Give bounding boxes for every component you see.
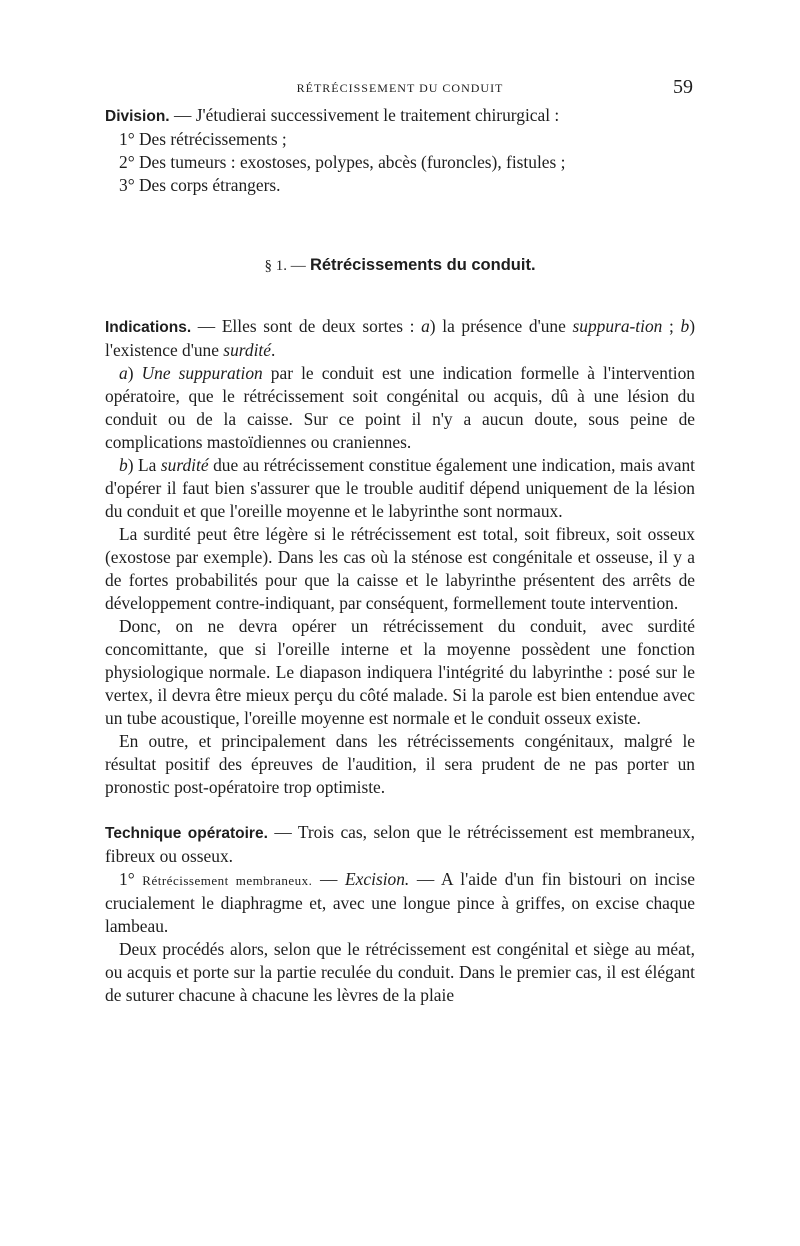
para-letter-a: a [119, 363, 128, 383]
technique-paragraph-2 [105, 868, 695, 938]
technique-paragraph-1 [105, 821, 695, 868]
technique-p2-text: — A l'aide d'un fin bistouri on incise crucialement le diaphragme et, avec une longue pince à griffes, on excise chaque lambeau. [105, 869, 695, 936]
para-letter-b: b [119, 455, 128, 475]
technique-p2-number: 1° [119, 869, 143, 889]
indications-paragraph-1 [105, 315, 695, 362]
page-number: 59 [673, 76, 693, 98]
indications-text-c: ; [662, 316, 681, 336]
indications-p3-pre: La [133, 455, 161, 475]
indications-paragraph-5: Donc, on ne devra opérer un rétrécissement du conduit, avec surdité concomittante, que si l'oreille interne et la moyenne possèdent une fonction physiologique normale. Le diapason indiquera l'intégrité du labyrinthe : posé sur le vertex, il devra être mieux perçu du côté malade. Si la parole est bien entendue avec un tube acoustique, l'oreille moyenne est normale et le conduit osseux existe. [105, 616, 695, 728]
division-item-3: 3° Des corps étrangers. [119, 175, 281, 195]
emphasis-excision: Excision. [345, 869, 410, 889]
emphasis-une-suppuration: Une suppuration [141, 363, 263, 383]
division-item-2: 2° Des tumeurs : exostoses, polypes, abcès (furoncles), fistules ; [119, 152, 566, 172]
technique-p1-text: — Trois cas, selon que le rétrécissement est membraneux, fibreux ou osseux. [105, 822, 695, 866]
technique-paragraph-3: Deux procédés alors, selon que le rétrécissement est congénital et siège au méat, ou acquis et porte sur la partie reculée du conduit. Dans le premier cas, il est élégant de suturer chacune à chacune les lèvres de la plaie [105, 939, 695, 1005]
section-heading [105, 253, 695, 278]
book-page [105, 70, 695, 1007]
emphasis-surdite-2: surdité [160, 455, 209, 475]
letter-b: b [680, 316, 690, 336]
technique-p2-dash: — [312, 869, 346, 889]
indications-paragraph-6: En outre, et principalement dans les rétrécissements congénitaux, malgré le résultat positif des épreuves de l'audition, il sera prudent de ne pas porter un pronostic post-opératoire trop optimiste. [105, 731, 695, 797]
technique-label: Technique opératoire. [105, 825, 268, 842]
emphasis-suppuration: suppura-tion [572, 316, 663, 336]
section-number: § 1. — [264, 258, 306, 274]
indications-text-d: ) l'existence d'une [105, 316, 695, 360]
section-title: Rétrécissements du conduit. [309, 256, 536, 274]
technique-p2-caps: Rétrécissement membraneux. [142, 873, 313, 888]
division-text: — J'étudierai successivement le traitement chirurgical : [169, 105, 560, 125]
indications-label: Indications. [105, 319, 192, 336]
indications-text-a: — Elles sont de deux sortes : [191, 316, 422, 336]
division-label: Division. [105, 108, 170, 125]
indications-text-b: ) la présence d'une [429, 316, 573, 336]
indications-p3-text: due au rétrécissement constitue également une indication, mais avant d'opérer il faut bien s'assurer que le trouble auditif dépend uniquement de la lésion du conduit et que l'oreille moyenne et le labyrinthe sont normaux. [105, 455, 695, 521]
letter-a: a [421, 316, 430, 336]
running-head [105, 70, 695, 104]
indications-paragraph-3: b) La surdité due au rétrécissement constitue également une indication, mais avant d'opérer il faut bien s'assurer que le trouble auditif dépend uniquement de la lésion du conduit et que l'oreille moyenne et le labyrinthe sont normaux. [105, 455, 695, 521]
indications-text-e: . [270, 340, 276, 360]
indications-paragraph-4: La surdité peut être légère si le rétrécissement est total, soit fibreux, soit osseux (exostose par exemple). Dans les cas où la sténose est congénitale et osseuse, il y a de fortes probabilités pour que la caisse et le labyrinthe présentent des arrêts de développement contre-indiquant, par conséquent, formellement toute intervention. [105, 524, 695, 613]
division-paragraph [105, 104, 695, 128]
indications-p2-text: par le conduit est une indication formelle à l'intervention opératoire, que le rétrécissement soit congénital ou acquis, dû à une lésion du conduit ou de la caisse. Sur ce point il n'y a aucun doute, sous peine de complications mastoïdiennes ou craniennes. [105, 363, 695, 452]
indications-paragraph-2: a) Une suppuration par le conduit est une indication formelle à l'intervention opératoire, que le rétrécissement soit congénital ou acquis, dû à une lésion du conduit ou de la caisse. Sur ce point il n'y a aucun doute, sous peine de complications mastoïdiennes ou craniennes. [105, 363, 695, 452]
running-title: RÉTRÉCISSEMENT DU CONDUIT [296, 81, 504, 95]
emphasis-surdite: surdité [223, 340, 271, 360]
division-item-1: 1° Des rétrécissements ; [119, 129, 287, 149]
